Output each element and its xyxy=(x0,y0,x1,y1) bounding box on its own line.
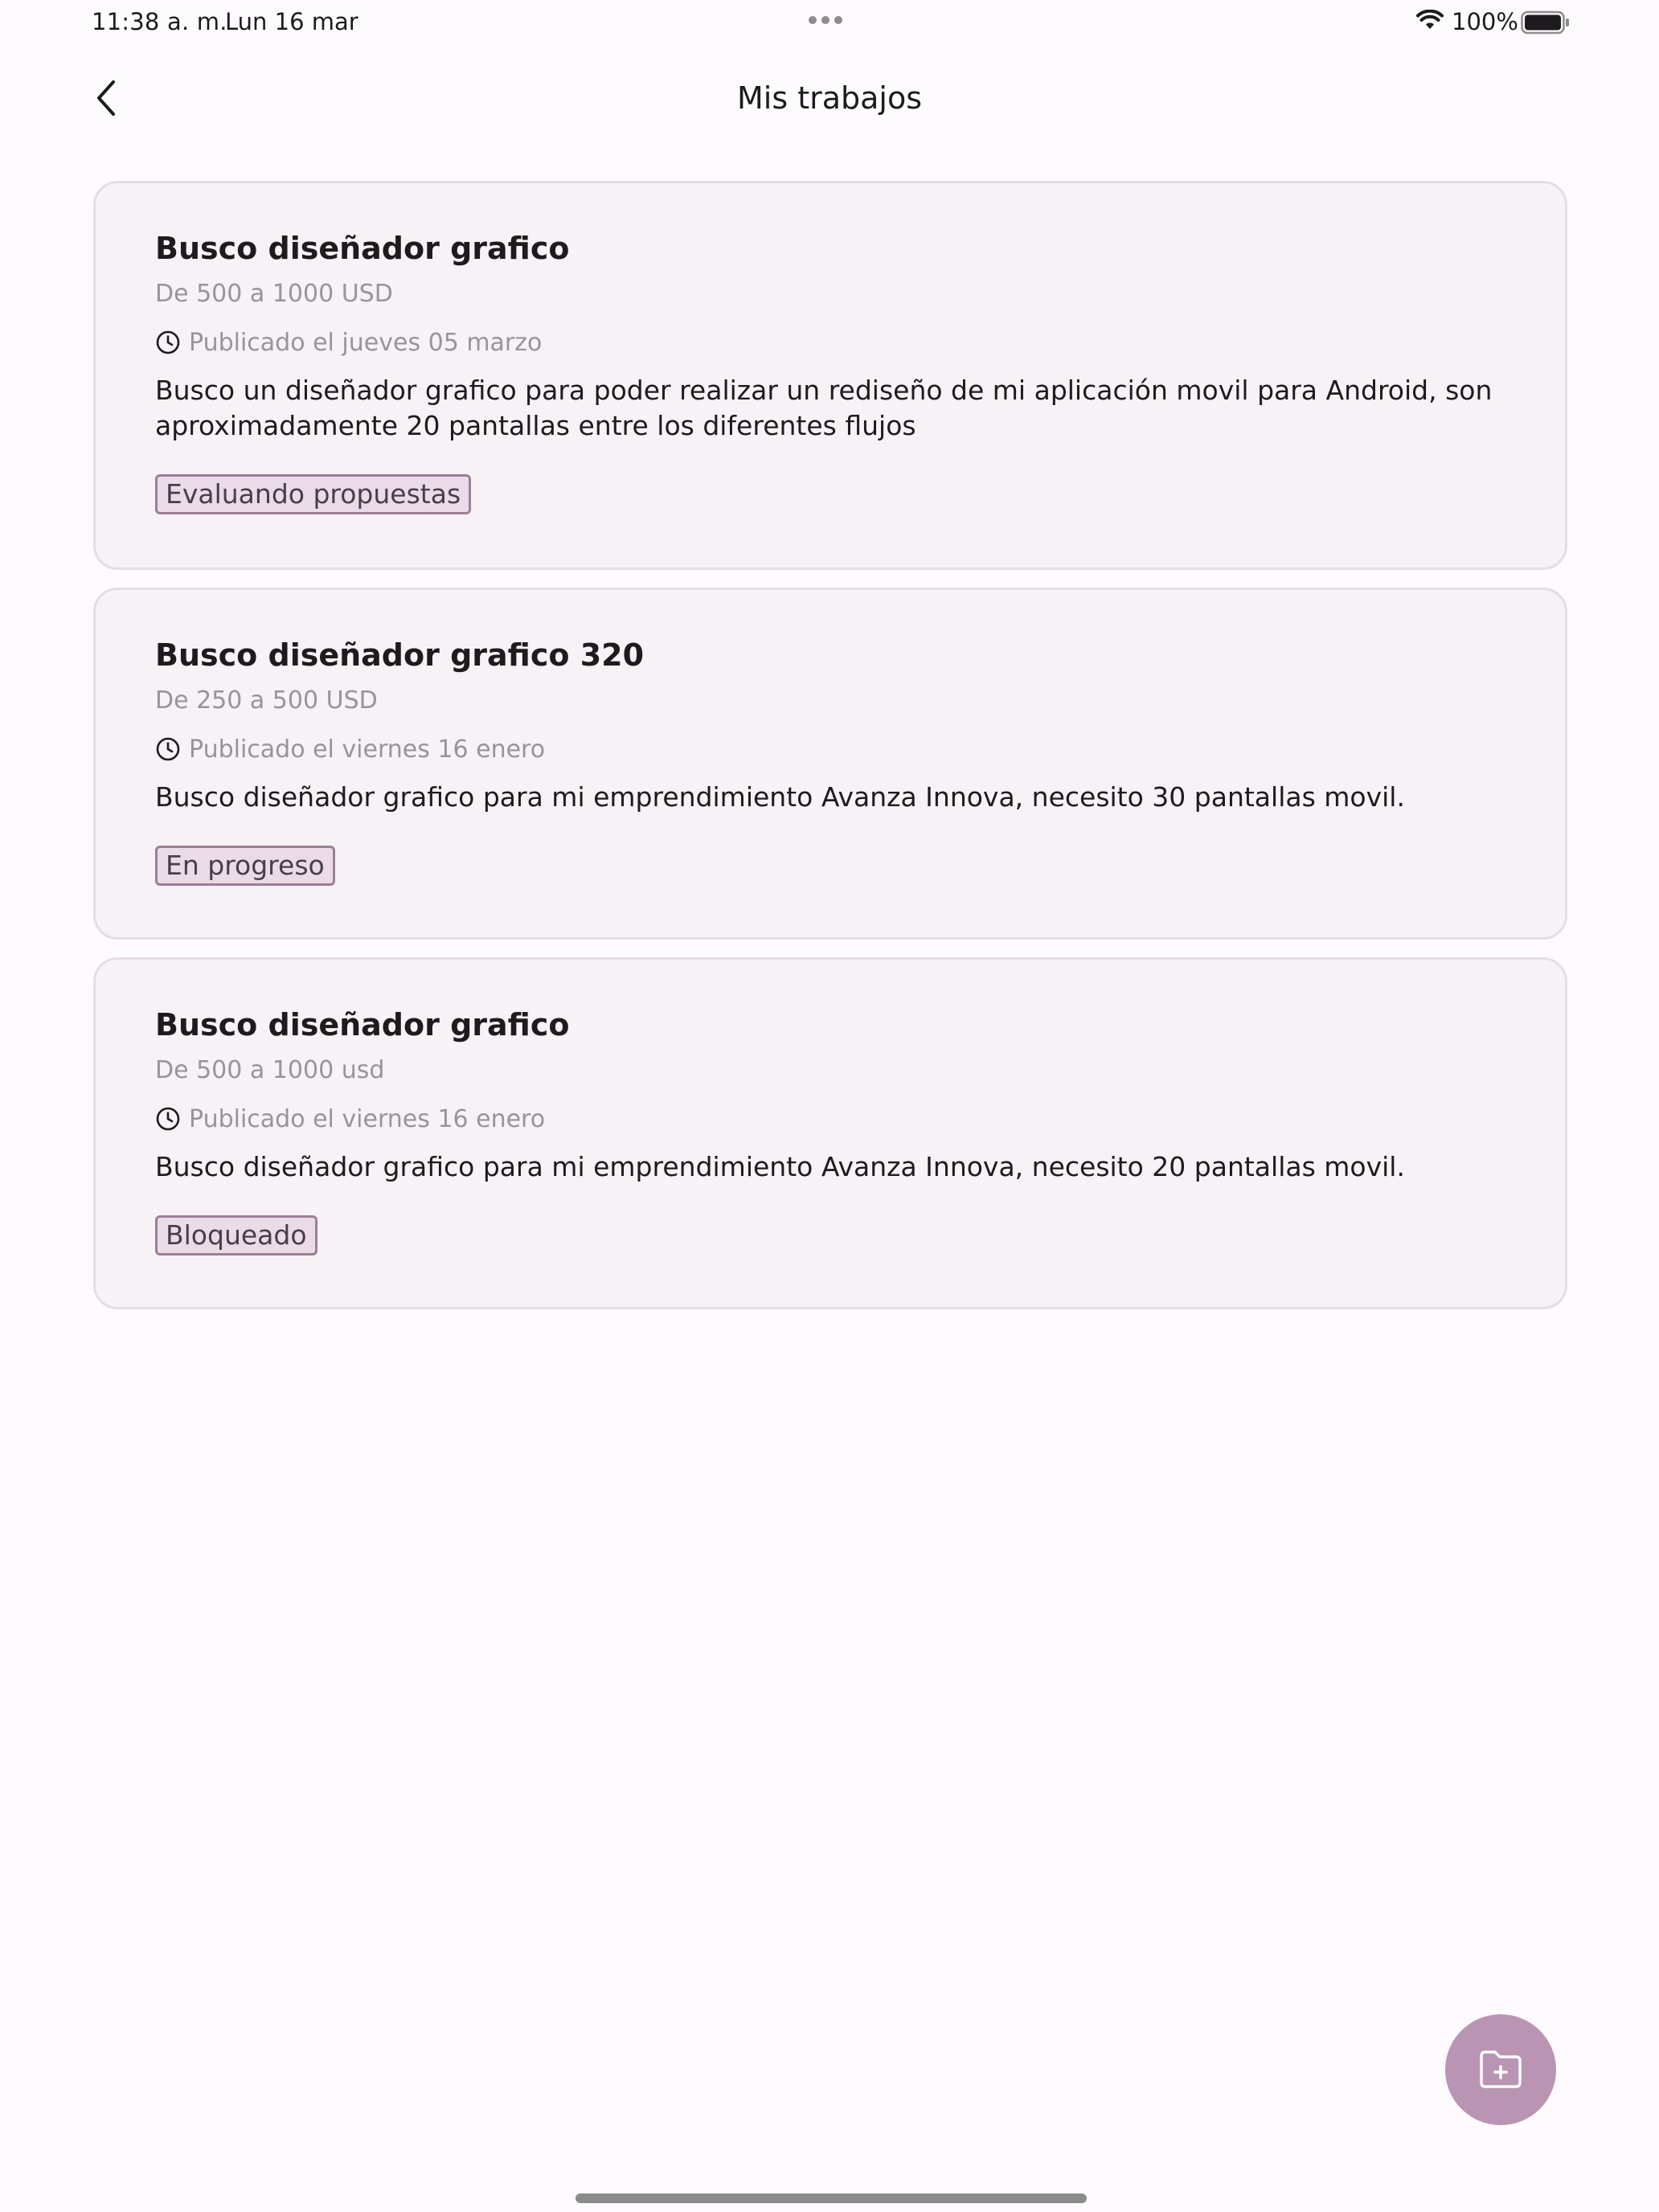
wifi-icon xyxy=(1416,10,1444,31)
clock-icon xyxy=(155,1106,181,1132)
job-title: Busco diseñador grafico xyxy=(155,231,570,266)
job-date: Publicado el viernes 16 enero xyxy=(189,735,546,764)
page-title: Mis trabajos xyxy=(736,80,923,116)
job-card[interactable] xyxy=(93,181,1567,570)
status-badge: En progreso xyxy=(155,846,335,886)
job-date: Publicado el jueves 05 marzo xyxy=(189,328,543,357)
job-list xyxy=(93,181,1567,1327)
new-job-button[interactable] xyxy=(1445,2014,1556,2125)
job-date-row xyxy=(155,326,1505,358)
home-indicator[interactable] xyxy=(576,2194,1087,2203)
job-card[interactable] xyxy=(93,588,1567,940)
job-card[interactable] xyxy=(93,957,1567,1309)
status-badge: Evaluando propuestas xyxy=(155,474,471,514)
battery-full-icon xyxy=(1521,10,1571,35)
navigation-bar xyxy=(0,61,1659,135)
job-title: Busco diseñador grafico xyxy=(155,1007,570,1043)
job-budget: De 500 a 1000 USD xyxy=(155,280,393,308)
folder-plus-icon xyxy=(1477,2049,1524,2091)
clock-icon xyxy=(155,330,181,355)
job-description: Busco un diseñador grafico para poder realizar un rediseño de mi aplicación movil para Android, son aproximadamente 20 pantallas entre los diferentes flujos xyxy=(155,375,1493,441)
multitasking-dots-icon[interactable] xyxy=(809,16,842,24)
job-date-row xyxy=(155,1103,1505,1135)
job-budget: De 250 a 500 USD xyxy=(155,686,378,715)
job-description: Busco diseñador grafico para mi emprendimiento Avanza Innova, necesito 30 pantallas movil. xyxy=(155,781,1405,813)
status-date: Lun 16 mar xyxy=(225,8,358,35)
status-badge: Bloqueado xyxy=(155,1215,317,1256)
status-time: 11:38 a. m. xyxy=(92,8,227,35)
job-budget: De 500 a 1000 usd xyxy=(155,1056,385,1084)
battery-percentage: 100% xyxy=(1452,8,1518,35)
status-bar xyxy=(0,0,1659,48)
job-date: Publicado el viernes 16 enero xyxy=(189,1104,546,1133)
clock-icon xyxy=(155,736,181,762)
job-title: Busco diseñador grafico 320 xyxy=(155,637,645,673)
job-description: Busco diseñador grafico para mi emprendimiento Avanza Innova, necesito 20 pantallas movil. xyxy=(155,1151,1405,1182)
job-date-row xyxy=(155,733,1505,765)
